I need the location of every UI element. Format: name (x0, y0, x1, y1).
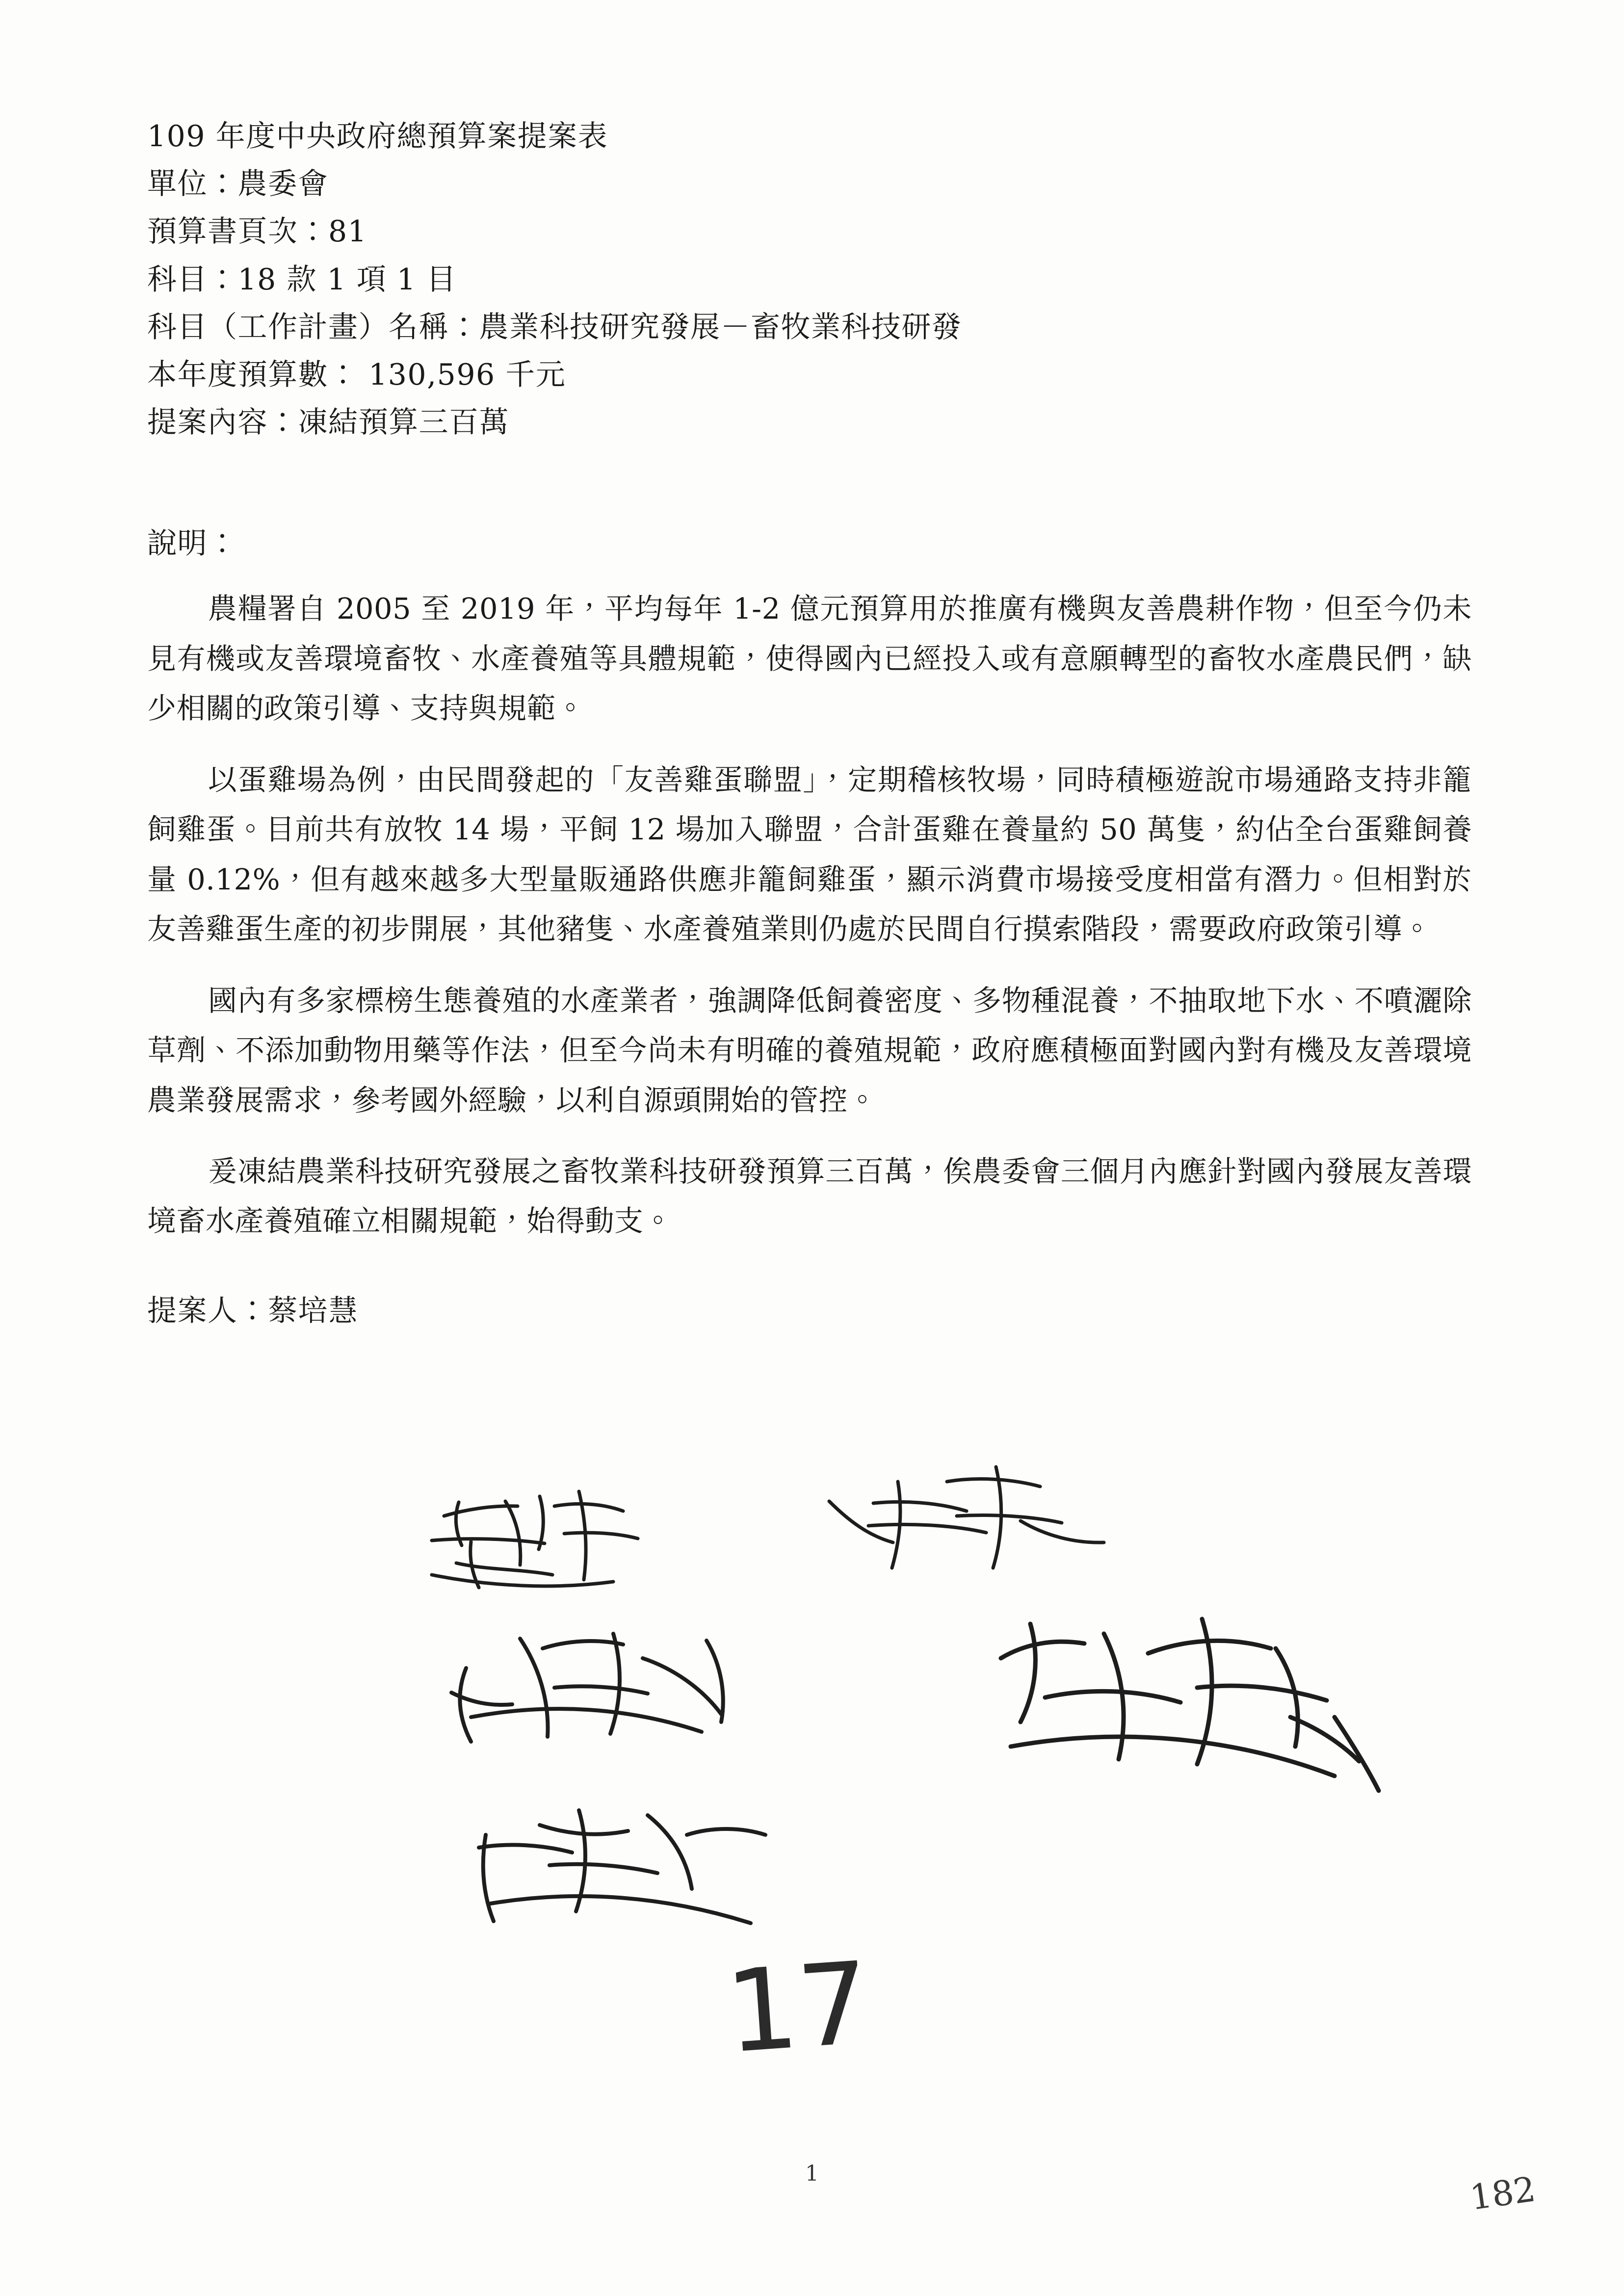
paragraph-4: 爰凍結農業科技研究發展之畜牧業科技研發預算三百萬，俟農委會三個月內應針對國內發展友善環境畜水產養殖確立相關規範，始得動支。 (147, 1154, 1472, 1238)
header-line-subject-name: 科目（工作計畫）名稱：農業科技研究發展－畜牧業科技研發 (147, 310, 962, 344)
folio-mark: 182 (1467, 2169, 1539, 2218)
header-line-subject-code: 科目：18 款 1 項 1 目 (147, 262, 457, 297)
header-line-unit: 單位：農委會 (147, 167, 328, 202)
proposer-line: 提案人：蔡培慧 (147, 1293, 359, 1328)
header-line-budget-page: 預算書頁次：81 (147, 214, 367, 249)
signature-4 (1001, 1619, 1379, 1791)
paragraph-2: 以蛋雞場為例，由民間發起的「友善雞蛋聯盟」，定期稽核牧場，同時積極遊說市場通路支持非籠飼雞蛋。目前共有放牧 14 場，平飼 12 場加入聯盟，合計蛋雞在養量約 50 萬隻，約佔全台蛋雞飼養量 0.12%，但有越來越多大型量販通路供應非籠飼雞蛋，顯示消費市場接受度相當有潛力。但相對於友善雞蛋生產的初步開展，其他豬隻、水產養殖業則仍處於民間自行摸索階段，需要政府政策引導。 (147, 762, 1472, 946)
signature-5 (479, 1810, 765, 1923)
document-content (147, 113, 1472, 1330)
signature-1 (432, 1491, 638, 1588)
signature-3 (451, 1634, 723, 1742)
header-line-title: 109 年度中央政府總預算案提案表 (147, 119, 608, 154)
paragraph-3: 國內有多家標榜生態養殖的水產業者，強調降低飼養密度、多物種混養，不抽取地下水、不噴灑除草劑、不添加動物用藥等作法，但至今尚未有明確的養殖規範，政府應積極面對國內對有機及友善環境農業發展需求，參考國外經驗，以利自源頭開始的管控。 (147, 983, 1472, 1117)
handwritten-stamp-number: 17 (722, 1938, 874, 2079)
paragraph-1: 農糧署自 2005 至 2019 年，平均每年 1-2 億元預算用於推廣有機與友善農耕作物，但至今仍未見有機或友善環境畜牧、水產養殖等具體規範，使得國內已經投入或有意願轉型的畜牧水產農民們，缺少相關的政策引導、支持與規範。 (147, 592, 1472, 726)
page-number: 1 (805, 2161, 819, 2186)
proposal-header (147, 113, 1472, 446)
header-line-annual-budget: 本年度預算數： 130,596 千元 (147, 357, 566, 392)
header-line-proposal-content: 提案內容：凍結預算三百萬 (147, 405, 509, 440)
signature-2 (829, 1467, 1104, 1568)
explanation-label: 說明： (147, 526, 238, 561)
